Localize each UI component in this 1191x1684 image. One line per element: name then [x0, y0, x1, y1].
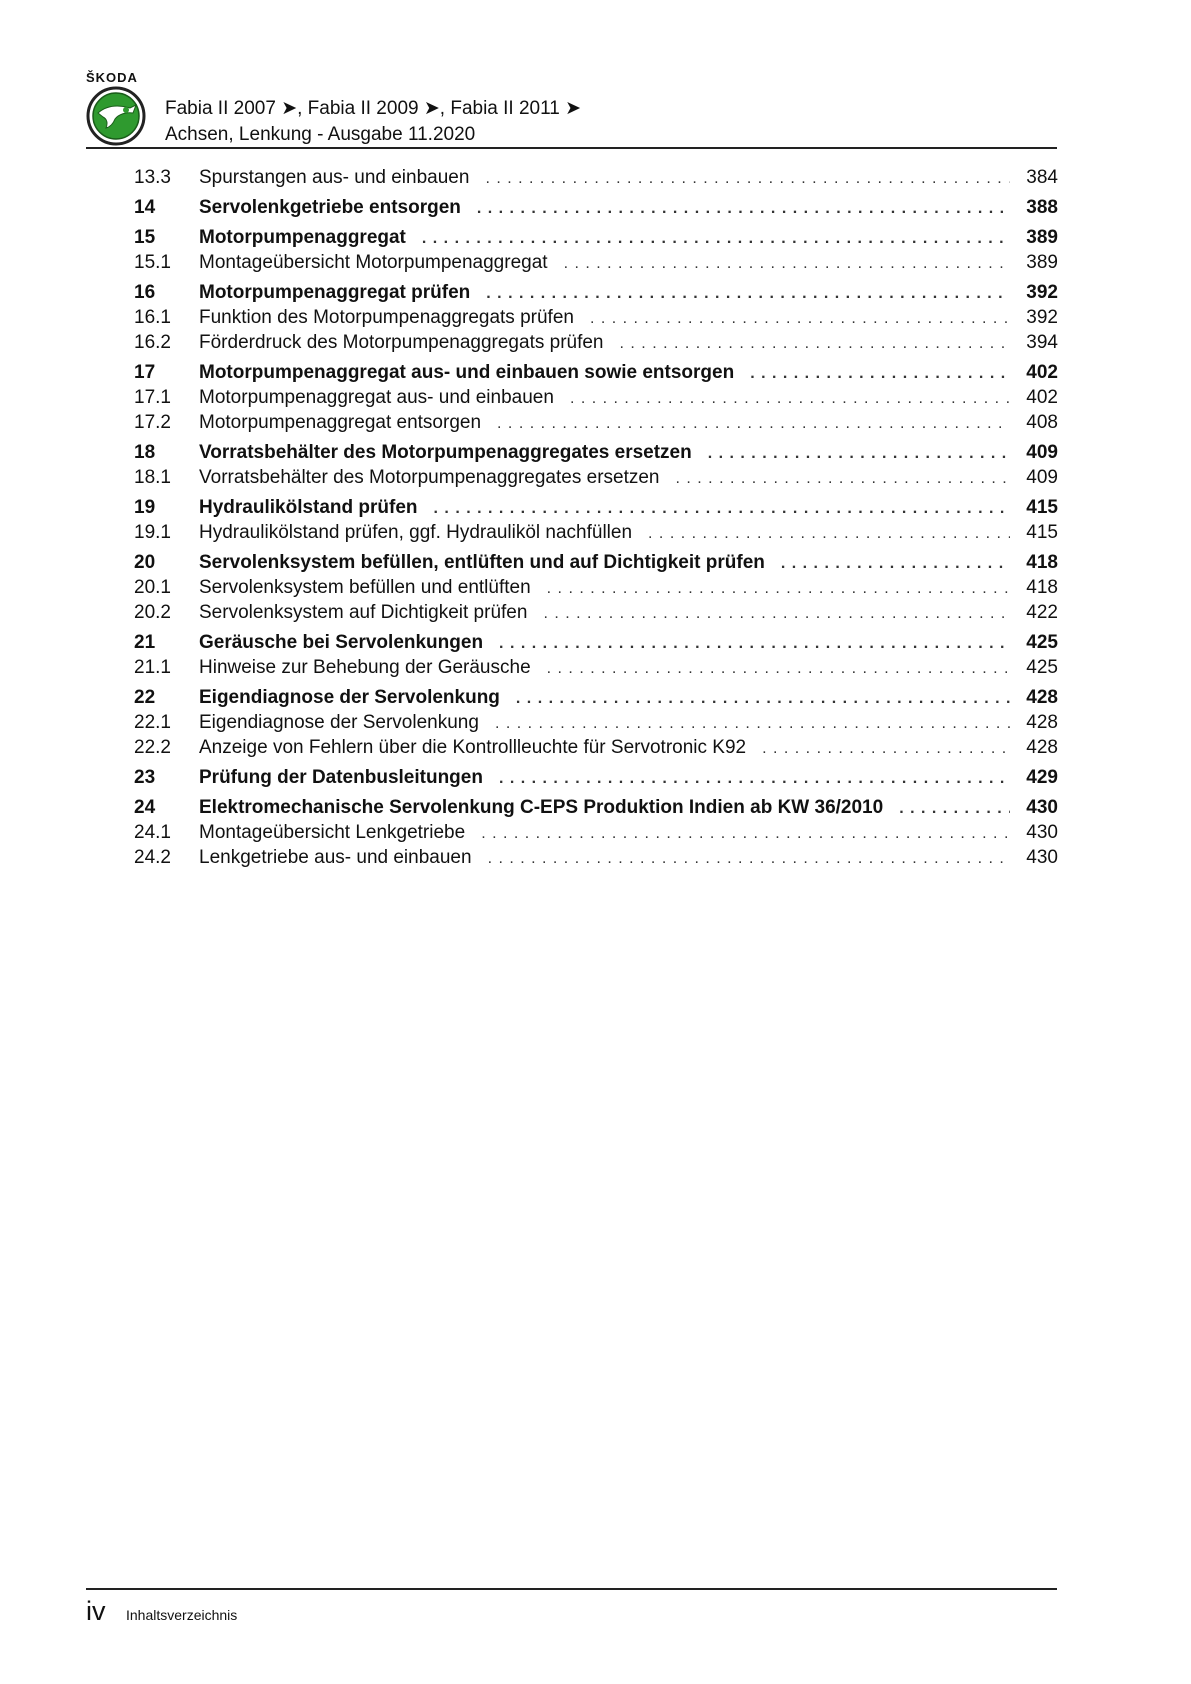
toc-dot-leader	[570, 390, 1010, 408]
toc-entry-page: 388	[1026, 197, 1058, 218]
header-subject-line: Achsen, Lenkung - Ausgabe 11.2020	[165, 124, 476, 145]
toc-entry-number: 20.2	[134, 602, 171, 623]
toc-chapter-entry[interactable]	[134, 282, 1058, 307]
toc-entry-title: Geräusche bei Servolenkungen	[199, 632, 484, 653]
toc-entry-number: 16.1	[134, 307, 171, 328]
toc-section-entry[interactable]	[134, 577, 1058, 602]
toc-dot-leader	[762, 740, 1010, 758]
toc-entry-title: Elektromechanische Servolenkung C-EPS Produktion Indien ab KW 36/2010	[199, 797, 884, 818]
toc-entry-title: Motorpumpenaggregat aus- und einbauen	[199, 387, 554, 408]
toc-entry-number: 19	[134, 497, 156, 518]
toc-entry-page: 422	[1026, 602, 1058, 623]
toc-dot-leader	[547, 660, 1010, 678]
brand-wordmark: ŠKODA	[86, 70, 138, 85]
toc-dot-leader	[486, 285, 1010, 303]
toc-entry-title: Hydraulikölstand prüfen	[199, 497, 418, 518]
toc-entry-page: 389	[1026, 227, 1058, 248]
toc-entry-number: 17.2	[134, 412, 171, 433]
toc-entry-title: Prüfung der Datenbusleitungen	[199, 767, 483, 788]
toc-section-entry[interactable]	[134, 737, 1058, 762]
toc-dot-leader	[547, 580, 1010, 598]
toc-dot-leader	[495, 715, 1010, 733]
toc-dot-leader	[516, 690, 1010, 708]
toc-entry-page: 384	[1026, 167, 1058, 188]
toc-entry-number: 22.1	[134, 712, 171, 733]
toc-section-entry[interactable]	[134, 167, 1058, 192]
toc-dot-leader	[620, 335, 1010, 353]
toc-entry-page: 430	[1026, 822, 1058, 843]
toc-entry-number: 24.2	[134, 847, 171, 868]
toc-entry-number: 16.2	[134, 332, 171, 353]
skoda-logo-icon	[86, 86, 146, 146]
table-of-contents	[134, 167, 1058, 872]
toc-dot-leader	[750, 365, 1010, 383]
footer-rule	[86, 1588, 1057, 1590]
toc-entry-number: 17	[134, 362, 156, 383]
toc-entry-number: 17.1	[134, 387, 171, 408]
toc-entry-title: Servolenksystem befüllen und entlüften	[199, 577, 531, 598]
header-rule	[86, 147, 1057, 149]
footer-page-number: iv	[86, 1596, 106, 1626]
document-header	[165, 96, 581, 148]
toc-dot-leader	[499, 635, 1010, 653]
toc-entry-page: 428	[1026, 712, 1058, 733]
toc-entry-number: 24.1	[134, 822, 171, 843]
toc-dot-leader	[590, 310, 1010, 328]
toc-entry-number: 23	[134, 767, 156, 788]
toc-entry-page: 409	[1026, 442, 1058, 463]
toc-dot-leader	[477, 200, 1010, 218]
toc-entry-number: 20	[134, 552, 156, 573]
toc-dot-leader	[781, 555, 1010, 573]
toc-section-entry[interactable]	[134, 847, 1058, 872]
toc-entry-page: 418	[1026, 577, 1058, 598]
toc-entry-page: 394	[1026, 332, 1058, 353]
toc-chapter-entry[interactable]	[134, 797, 1058, 822]
toc-entry-number: 15	[134, 227, 156, 248]
toc-entry-number: 24	[134, 797, 156, 818]
toc-entry-title: Vorratsbehälter des Motorpumpenaggregates ersetzen	[199, 442, 692, 463]
toc-entry-number: 18	[134, 442, 156, 463]
toc-entry-number: 18.1	[134, 467, 171, 488]
toc-entry-title: Vorratsbehälter des Motorpumpenaggregates ersetzen	[199, 467, 660, 488]
toc-dot-leader	[485, 170, 1010, 188]
toc-chapter-entry[interactable]	[134, 552, 1058, 577]
toc-entry-title: Hydraulikölstand prüfen, ggf. Hydrauliköl nachfüllen	[199, 522, 633, 543]
footer-section-label: Inhaltsverzeichnis	[126, 1607, 238, 1623]
toc-entry-number: 22	[134, 687, 156, 708]
toc-chapter-entry[interactable]	[134, 362, 1058, 387]
toc-entry-number: 15.1	[134, 252, 171, 273]
toc-entry-number: 21	[134, 632, 156, 653]
toc-dot-leader	[543, 605, 1010, 623]
toc-entry-title: Anzeige von Fehlern über die Kontrollleuchte für Servotronic K92	[199, 737, 747, 758]
toc-section-entry[interactable]	[134, 822, 1058, 847]
toc-entry-number: 20.1	[134, 577, 171, 598]
toc-dot-leader	[488, 850, 1010, 868]
toc-entry-page: 428	[1026, 737, 1058, 758]
toc-section-entry[interactable]	[134, 387, 1058, 412]
toc-entry-title: Montageübersicht Lenkgetriebe	[199, 822, 466, 843]
toc-entry-title: Eigendiagnose der Servolenkung	[199, 687, 500, 708]
toc-section-entry[interactable]	[134, 602, 1058, 627]
toc-dot-leader	[481, 825, 1010, 843]
toc-dot-leader	[499, 770, 1010, 788]
toc-entry-title: Servolenksystem befüllen, entlüften und auf Dichtigkeit prüfen	[199, 552, 765, 573]
toc-chapter-entry[interactable]	[134, 767, 1058, 792]
toc-entry-page: 429	[1026, 767, 1058, 788]
toc-section-entry[interactable]	[134, 657, 1058, 682]
toc-entry-number: 21.1	[134, 657, 171, 678]
toc-entry-title: Servolenksystem auf Dichtigkeit prüfen	[199, 602, 528, 623]
toc-dot-leader	[648, 525, 1010, 543]
toc-entry-title: Servolenkgetriebe entsorgen	[199, 197, 461, 218]
toc-entry-page: 430	[1026, 797, 1058, 818]
toc-entry-title: Motorpumpenaggregat	[199, 227, 406, 248]
toc-entry-number: 19.1	[134, 522, 171, 543]
header-vehicle-line: Fabia II 2007 ➤, Fabia II 2009 ➤, Fabia II 2011 ➤	[165, 98, 582, 119]
toc-entry-page: 392	[1026, 307, 1058, 328]
toc-entry-page: 392	[1026, 282, 1058, 303]
toc-dot-leader	[899, 800, 1010, 818]
toc-entry-page: 402	[1026, 362, 1058, 383]
toc-entry-title: Funktion des Motorpumpenaggregats prüfen	[199, 307, 574, 328]
toc-section-entry[interactable]	[134, 467, 1058, 492]
toc-section-entry[interactable]	[134, 307, 1058, 332]
toc-entry-title: Montageübersicht Motorpumpenaggregat	[199, 252, 548, 273]
toc-entry-title: Motorpumpenaggregat aus- und einbauen sowie entsorgen	[199, 362, 735, 383]
toc-entry-number: 14	[134, 197, 156, 218]
toc-entry-page: 415	[1026, 497, 1058, 518]
toc-entry-page: 402	[1026, 387, 1058, 408]
toc-entry-page: 408	[1026, 412, 1058, 433]
toc-dot-leader	[676, 470, 1011, 488]
toc-chapter-entry[interactable]	[134, 227, 1058, 252]
toc-entry-title: Spurstangen aus- und einbauen	[199, 167, 470, 188]
toc-chapter-entry[interactable]	[134, 442, 1058, 467]
toc-chapter-entry[interactable]	[134, 497, 1058, 522]
toc-chapter-entry[interactable]	[134, 197, 1058, 222]
toc-entry-title: Förderdruck des Motorpumpenaggregats prüfen	[199, 332, 604, 353]
toc-entry-page: 389	[1026, 252, 1058, 273]
toc-entry-page: 415	[1026, 522, 1058, 543]
toc-section-entry[interactable]	[134, 712, 1058, 737]
toc-chapter-entry[interactable]	[134, 687, 1058, 712]
toc-dot-leader	[497, 415, 1010, 433]
toc-entry-number: 13.3	[134, 167, 171, 188]
toc-entry-title: Motorpumpenaggregat entsorgen	[199, 412, 482, 433]
toc-entry-page: 428	[1026, 687, 1058, 708]
toc-dot-leader	[434, 500, 1010, 518]
toc-chapter-entry[interactable]	[134, 632, 1058, 657]
toc-entry-page: 425	[1026, 657, 1058, 678]
toc-entry-page: 425	[1026, 632, 1058, 653]
toc-entry-page: 418	[1026, 552, 1058, 573]
toc-entry-title: Hinweise zur Behebung der Geräusche	[199, 657, 531, 678]
toc-section-entry[interactable]	[134, 412, 1058, 437]
toc-entry-title: Motorpumpenaggregat prüfen	[199, 282, 471, 303]
toc-entry-number: 16	[134, 282, 156, 303]
toc-section-entry[interactable]	[134, 522, 1058, 547]
toc-entry-page: 430	[1026, 847, 1058, 868]
toc-entry-number: 22.2	[134, 737, 171, 758]
toc-dot-leader	[422, 230, 1010, 248]
toc-dot-leader	[708, 445, 1010, 463]
toc-section-entry[interactable]	[134, 332, 1058, 357]
toc-entry-title: Lenkgetriebe aus- und einbauen	[199, 847, 472, 868]
toc-entry-page: 409	[1026, 467, 1058, 488]
toc-dot-leader	[564, 255, 1010, 273]
toc-section-entry[interactable]	[134, 252, 1058, 277]
toc-entry-title: Eigendiagnose der Servolenkung	[199, 712, 479, 733]
